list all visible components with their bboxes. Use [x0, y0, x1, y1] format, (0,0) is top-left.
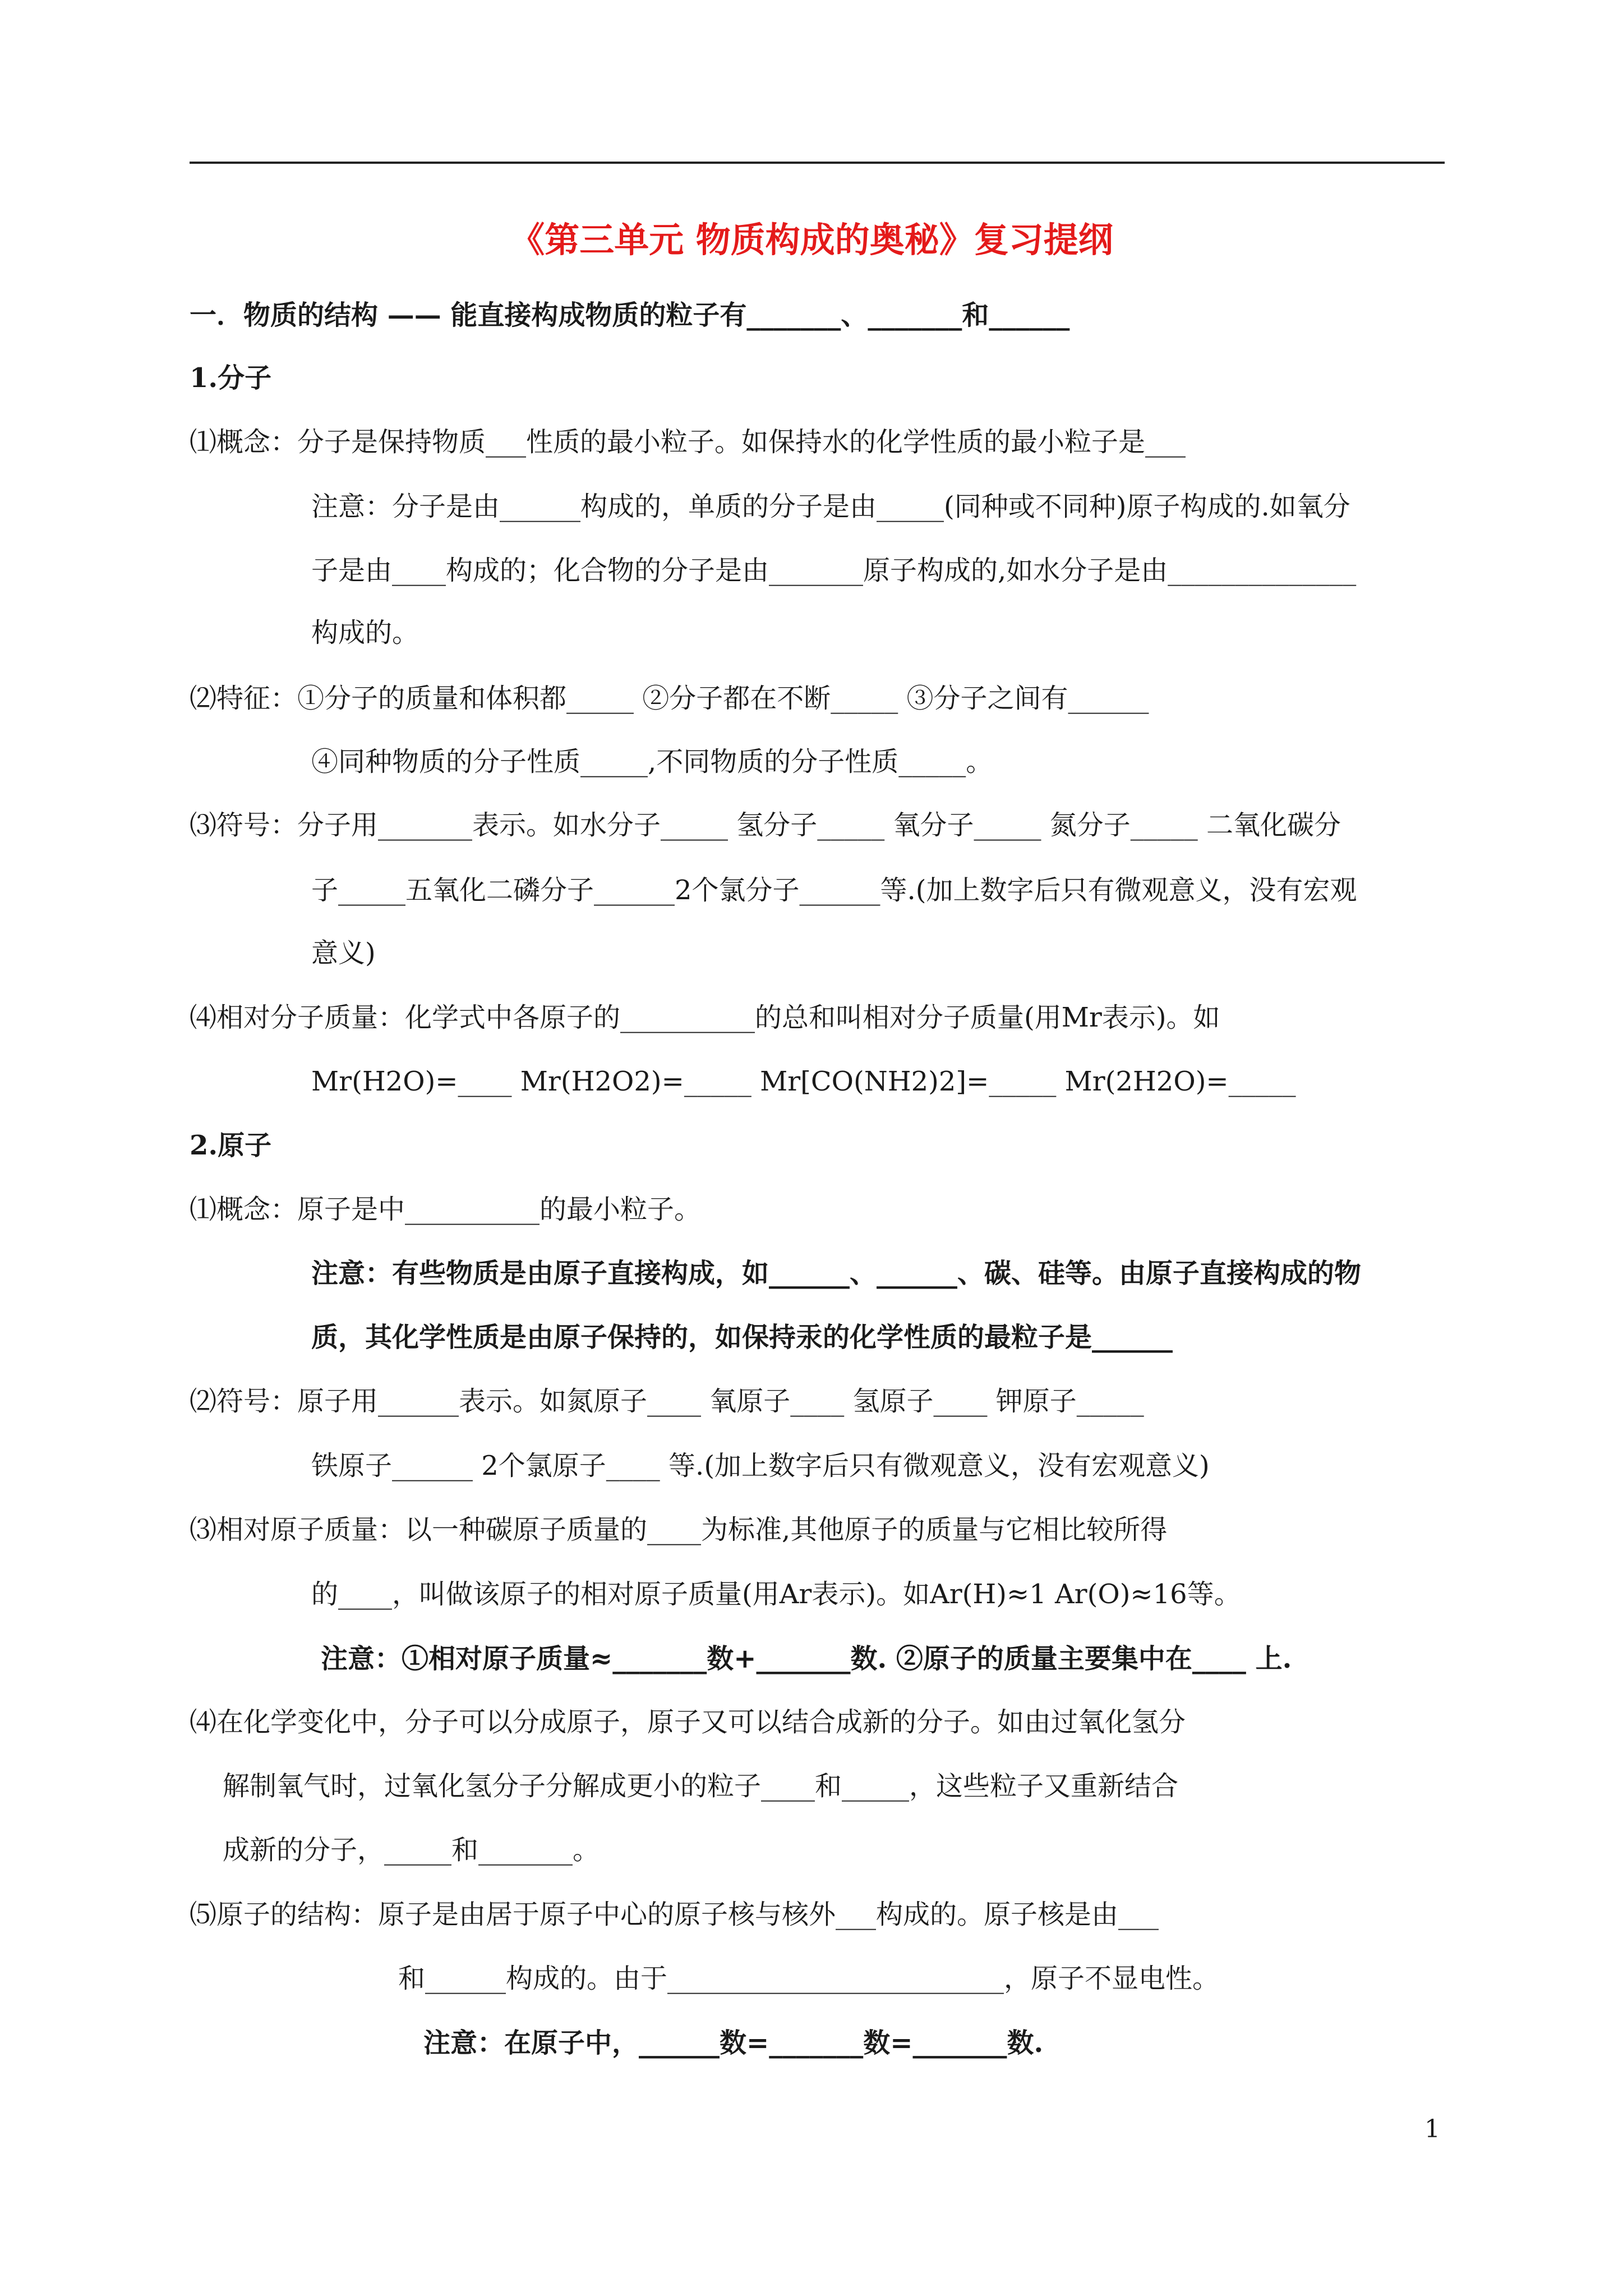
text-line: 构成的。 [311, 617, 419, 648]
subsection-heading: 2.原子 [190, 1130, 272, 1161]
text-line: ⑷相对分子质量：化学式中各原子的__________的总和叫相对分子质量(用Mr表示)。如 [190, 1002, 1220, 1033]
text-line: ④同种物质的分子性质_____,不同物质的分子性质_____。 [311, 746, 993, 777]
text-line: ⑷在化学变化中，分子可以分成原子，原子又可以结合成新的分子。如由过氧化氢分 [190, 1706, 1186, 1738]
note-line: 注意：①相对原子质量≈_______数+_______数. ②原子的质量主要集中在____ 上. [321, 1643, 1292, 1674]
note-line: 注意：在原子中，______数=_______数=_______数. [423, 2027, 1044, 2059]
note-line: 质，其化学性质是由原子保持的，如保持汞的化学性质的最粒子是______ [311, 1322, 1173, 1353]
text-line: ⑴概念：原子是中__________的最小粒子。 [190, 1194, 702, 1225]
text-line: 子是由____构成的；化合物的分子是由_______原子构成的,如水分子是由______________ [311, 555, 1357, 586]
text-line: ⑵符号：原子用______表示。如氮原子____ 氧原子____ 氢原子____ 钾原子_____ [190, 1386, 1144, 1417]
text-line: 子_____五氧化二磷分子______2个氯分子______等.(加上数字后只有微观意义，没有宏观 [311, 875, 1357, 906]
text-line: 的____，叫做该原子的相对原子质量(用Ar表示)。如Ar(H)≈1 Ar(O)≈16等。 [311, 1579, 1241, 1610]
text-line: ⑴概念：分子是保持物质___性质的最小粒子。如保持水的化学性质的最小粒子是___ [190, 426, 1186, 458]
text-line: 成新的分子，_____和_______。 [223, 1834, 600, 1866]
text-line: 注意：分子是由______构成的，单质的分子是由_____(同种或不同种)原子构成的.如氧分 [311, 491, 1350, 522]
header-rule [190, 162, 1445, 164]
document-title: 《第三单元 物质构成的奥秘》复习提纲 [510, 219, 1113, 260]
page-number: 1 [1424, 2115, 1440, 2143]
text-line: ⑶符号：分子用_______表示。如水分子_____ 氢分子_____ 氧分子_____ 氮分子_____ 二氧化碳分 [190, 809, 1341, 841]
text-line: 解制氧气时，过氧化氢分子分解成更小的粒子____和_____，这些粒子又重新结合 [223, 1770, 1179, 1802]
section-heading: 一．物质的结构 —— 能直接构成物质的粒子有_______、_______和______ [190, 300, 1070, 331]
subsection-heading: 1.分子 [190, 362, 272, 394]
text-line: 铁原子______ 2个氯原子____ 等.(加上数字后只有微观意义，没有宏观意义) [311, 1450, 1210, 1481]
note-line: 注意：有些物质是由原子直接构成，如______、______、碳、硅等。由原子直接构成的物 [311, 1258, 1362, 1289]
text-line: 意义) [311, 937, 376, 969]
text-line: 和______构成的。由于_________________________，原子不显电性。 [398, 1963, 1220, 1994]
text-line: ⑸原子的结构：原子是由居于原子中心的原子核与核外___构成的。原子核是由___ [190, 1899, 1159, 1930]
text-line: ⑵特征：①分子的质量和体积都_____ ②分子都在不断_____ ③分子之间有______ [190, 683, 1149, 714]
text-line: ⑶相对原子质量：以一种碳原子质量的____为标准,其他原子的质量与它相比较所得 [190, 1514, 1168, 1545]
formula-line: Mr(H2O)=____ Mr(H2O2)=_____ Mr[CO(NH2)2]=_____ Mr(2H2O)=_____ [311, 1066, 1296, 1097]
